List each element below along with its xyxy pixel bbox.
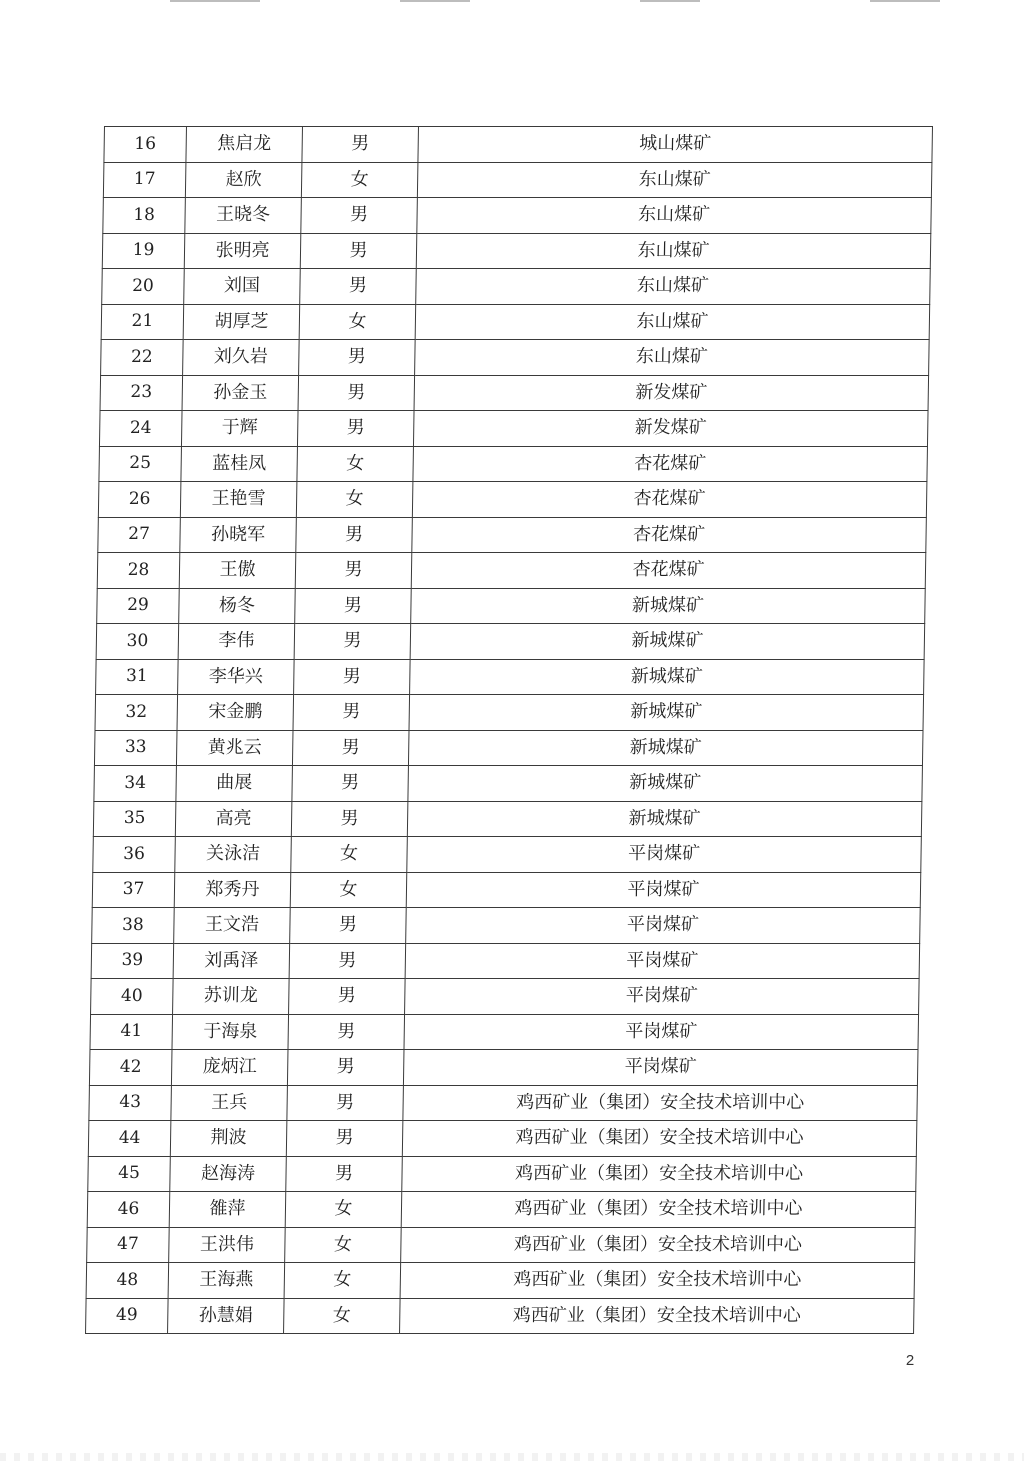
gender-cell: 男: [297, 411, 414, 447]
gender-cell: 男: [302, 127, 419, 163]
gender-cell: 男: [290, 908, 407, 944]
row-number-cell: 23: [100, 375, 183, 411]
gender-cell: 女: [284, 1263, 401, 1299]
row-number-cell: 20: [102, 269, 185, 305]
work-unit-cell: 平岗煤矿: [407, 837, 922, 873]
table-row: [93, 801, 922, 837]
work-unit-cell: 鸡西矿业（集团）安全技术培训中心: [400, 1263, 915, 1299]
gender-cell: 男: [292, 766, 409, 802]
work-unit-cell: 新城煤矿: [410, 659, 925, 695]
table-row: [96, 624, 925, 660]
work-unit-cell: 新城煤矿: [410, 624, 925, 660]
row-number-cell: 16: [104, 127, 187, 163]
table-row: [95, 695, 924, 731]
gender-cell: 女: [290, 872, 407, 908]
gender-cell: 男: [287, 1050, 404, 1086]
row-number-cell: 24: [99, 411, 182, 447]
row-number-cell: 38: [92, 908, 175, 944]
person-name-cell: 刘国: [184, 269, 301, 305]
gender-cell: 男: [294, 624, 411, 660]
gender-cell: 女: [284, 1298, 401, 1334]
person-name-cell: 曲展: [176, 766, 293, 802]
person-name-cell: 刘禹泽: [173, 943, 290, 979]
person-name-cell: 李华兴: [178, 659, 295, 695]
table-row: [103, 162, 932, 198]
work-unit-cell: 东山煤矿: [415, 340, 930, 376]
table-row: [99, 446, 928, 482]
row-number-cell: 31: [96, 659, 179, 695]
row-number-cell: 47: [87, 1227, 170, 1263]
person-name-cell: 庞炳江: [171, 1050, 288, 1086]
row-number-cell: 33: [94, 730, 177, 766]
work-unit-cell: 新城煤矿: [407, 801, 922, 837]
gender-cell: 男: [286, 1156, 403, 1192]
row-number-cell: 36: [93, 837, 176, 873]
table-row: [103, 198, 932, 234]
person-name-cell: 李伟: [178, 624, 295, 660]
table-row: [87, 1227, 916, 1263]
gender-cell: 男: [295, 553, 412, 589]
person-name-cell: 黄兆云: [176, 730, 293, 766]
gender-cell: 男: [292, 730, 409, 766]
person-name-cell: 赵欣: [185, 162, 302, 198]
person-name-cell: 张明亮: [184, 233, 301, 269]
person-name-cell: 于辉: [181, 411, 298, 447]
person-name-cell: 于海泉: [172, 1014, 289, 1050]
person-name-cell: 孙金玉: [182, 375, 299, 411]
work-unit-cell: 新城煤矿: [411, 588, 926, 624]
work-unit-cell: 杏花煤矿: [412, 482, 927, 518]
gender-cell: 女: [291, 837, 408, 873]
work-unit-cell: 东山煤矿: [415, 304, 930, 340]
work-unit-cell: 东山煤矿: [416, 233, 931, 269]
table-row: [90, 1014, 919, 1050]
table-row: [89, 1085, 918, 1121]
table-row: [94, 730, 923, 766]
work-unit-cell: 鸡西矿业（集团）安全技术培训中心: [402, 1156, 917, 1192]
work-unit-cell: 东山煤矿: [417, 198, 932, 234]
row-number-cell: 39: [91, 943, 174, 979]
gender-cell: 男: [296, 517, 413, 553]
person-name-cell: 雒萍: [169, 1192, 286, 1228]
gender-cell: 男: [287, 1085, 404, 1121]
table-row: [101, 304, 930, 340]
work-unit-cell: 新城煤矿: [409, 695, 924, 731]
table-row: [97, 588, 926, 624]
gender-cell: 男: [300, 233, 417, 269]
person-name-cell: 焦启龙: [186, 127, 303, 163]
table-row: [89, 1050, 918, 1086]
person-name-cell: 关泳洁: [175, 837, 292, 873]
table-row: [102, 233, 931, 269]
work-unit-cell: 平岗煤矿: [404, 1014, 919, 1050]
row-number-cell: 19: [102, 233, 185, 269]
person-name-cell: 孙晓军: [180, 517, 297, 553]
person-name-cell: 王洪伟: [169, 1227, 286, 1263]
person-name-cell: 王兵: [171, 1085, 288, 1121]
gender-cell: 男: [301, 198, 418, 234]
person-name-cell: 王晓冬: [185, 198, 302, 234]
table-row: [104, 127, 933, 163]
gender-cell: 男: [289, 979, 406, 1015]
gender-cell: 男: [291, 801, 408, 837]
row-number-cell: 44: [88, 1121, 171, 1157]
gender-cell: 女: [301, 162, 418, 198]
row-number-cell: 25: [99, 446, 182, 482]
work-unit-cell: 鸡西矿业（集团）安全技术培训中心: [401, 1192, 916, 1228]
work-unit-cell: 东山煤矿: [416, 269, 931, 305]
work-unit-cell: 新城煤矿: [408, 730, 923, 766]
work-unit-cell: 杏花煤矿: [411, 553, 926, 589]
person-name-cell: 苏训龙: [173, 979, 290, 1015]
person-name-cell: 郑秀丹: [174, 872, 291, 908]
row-number-cell: 28: [97, 553, 180, 589]
person-name-cell: 胡厚芝: [183, 304, 300, 340]
person-name-cell: 高亮: [175, 801, 292, 837]
person-name-cell: 赵海涛: [170, 1156, 287, 1192]
row-number-cell: 49: [86, 1298, 169, 1334]
gender-cell: 男: [298, 375, 415, 411]
table-row: [86, 1263, 915, 1299]
table-row: [96, 659, 925, 695]
page-number: 2: [905, 1352, 915, 1369]
table-row: [102, 269, 931, 305]
row-number-cell: 45: [88, 1156, 171, 1192]
row-number-cell: 43: [89, 1085, 172, 1121]
table-row: [92, 908, 921, 944]
person-name-cell: 孙慧娟: [168, 1298, 285, 1334]
gender-cell: 女: [296, 482, 413, 518]
work-unit-cell: 鸡西矿业（集团）安全技术培训中心: [401, 1227, 916, 1263]
scan-edge-bottom: [0, 1453, 1024, 1461]
gender-cell: 男: [286, 1121, 403, 1157]
table-row: [87, 1192, 916, 1228]
person-name-cell: 刘久岩: [183, 340, 300, 376]
table-row: [98, 517, 927, 553]
work-unit-cell: 杏花煤矿: [412, 517, 927, 553]
table-row: [91, 979, 920, 1015]
gender-cell: 男: [289, 943, 406, 979]
personnel-table-wrapper: [85, 126, 932, 1334]
person-name-cell: 宋金鹏: [177, 695, 294, 731]
table-row: [92, 872, 921, 908]
table-row: [98, 482, 927, 518]
gender-cell: 女: [285, 1192, 402, 1228]
personnel-table: [85, 126, 933, 1334]
person-name-cell: 蓝桂凤: [181, 446, 298, 482]
work-unit-cell: 平岗煤矿: [405, 979, 920, 1015]
table-row: [99, 411, 928, 447]
table-row: [101, 340, 930, 376]
row-number-cell: 35: [93, 801, 176, 837]
table-row: [93, 837, 922, 873]
row-number-cell: 17: [103, 162, 186, 198]
work-unit-cell: 新城煤矿: [408, 766, 923, 802]
gender-cell: 男: [300, 269, 417, 305]
work-unit-cell: 平岗煤矿: [406, 872, 921, 908]
person-name-cell: 王文浩: [174, 908, 291, 944]
row-number-cell: 46: [87, 1192, 170, 1228]
gender-cell: 男: [295, 588, 412, 624]
person-name-cell: 荆波: [170, 1121, 287, 1157]
person-name-cell: 王艳雪: [180, 482, 297, 518]
table-row: [100, 375, 929, 411]
work-unit-cell: 杏花煤矿: [413, 446, 928, 482]
gender-cell: 女: [297, 446, 414, 482]
row-number-cell: 40: [91, 979, 174, 1015]
gender-cell: 男: [299, 340, 416, 376]
work-unit-cell: 城山煤矿: [418, 127, 933, 163]
scan-edge-top: [0, 0, 1024, 4]
work-unit-cell: 平岗煤矿: [405, 943, 920, 979]
table-row: [91, 943, 920, 979]
row-number-cell: 34: [94, 766, 177, 802]
row-number-cell: 21: [101, 304, 184, 340]
table-row: [94, 766, 923, 802]
gender-cell: 男: [294, 659, 411, 695]
gender-cell: 女: [285, 1227, 402, 1263]
gender-cell: 女: [299, 304, 416, 340]
gender-cell: 男: [288, 1014, 405, 1050]
row-number-cell: 29: [97, 588, 180, 624]
person-name-cell: 王傲: [179, 553, 296, 589]
table-row: [97, 553, 926, 589]
person-name-cell: 杨冬: [179, 588, 296, 624]
table-row: [88, 1156, 917, 1192]
work-unit-cell: 新发煤矿: [414, 375, 929, 411]
work-unit-cell: 东山煤矿: [417, 162, 932, 198]
work-unit-cell: 鸡西矿业（集团）安全技术培训中心: [400, 1298, 915, 1334]
person-name-cell: 王海燕: [168, 1263, 285, 1299]
work-unit-cell: 平岗煤矿: [403, 1050, 918, 1086]
row-number-cell: 27: [98, 517, 181, 553]
row-number-cell: 42: [89, 1050, 172, 1086]
gender-cell: 男: [293, 695, 410, 731]
table-body: [86, 127, 933, 1334]
row-number-cell: 41: [90, 1014, 173, 1050]
row-number-cell: 48: [86, 1263, 169, 1299]
row-number-cell: 26: [98, 482, 181, 518]
work-unit-cell: 鸡西矿业（集团）安全技术培训中心: [402, 1121, 917, 1157]
work-unit-cell: 平岗煤矿: [406, 908, 921, 944]
work-unit-cell: 鸡西矿业（集团）安全技术培训中心: [403, 1085, 918, 1121]
table-row: [86, 1298, 915, 1334]
work-unit-cell: 新发煤矿: [413, 411, 928, 447]
row-number-cell: 22: [101, 340, 184, 376]
row-number-cell: 30: [96, 624, 179, 660]
table-row: [88, 1121, 917, 1157]
row-number-cell: 37: [92, 872, 175, 908]
row-number-cell: 32: [95, 695, 178, 731]
row-number-cell: 18: [103, 198, 186, 234]
